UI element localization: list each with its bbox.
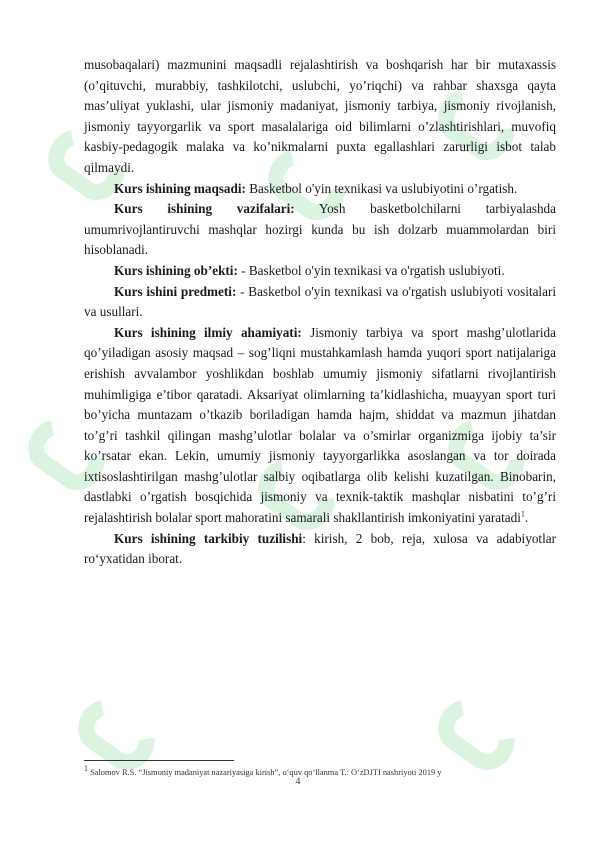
footnote-number: 1	[84, 764, 88, 774]
paragraph-significance	[84, 323, 556, 529]
object-label: Kurs ishining ob’ekti:	[114, 262, 238, 278]
document-body	[84, 55, 556, 570]
subject-label: Kurs ishini predmeti:	[114, 283, 237, 299]
watermark-logo	[63, 683, 226, 826]
footnote-ref[interactable]: 1	[520, 509, 525, 519]
significance-text: Jismoniy tarbiya va sport mashg’ulotlarida qo’yiladigan asosiy maqsad – sog’liqni mustahkamlash hamda yuqori sport natijalariga erishish avvalambor yoshlikdan boshlab umumiy jismoniy sifatlarni rivojlantirish muhimligiga e’tibor qaratadi. Aksariyat olimlarning ta’kidlashicha, muayyan sport turi bo’yicha muntazam o’tkazib boriladigan hamda hajm, shiddat va mazmun jihatdan to’g’ri tashkil qilingan mashg’ulotlar bolalar va o’smirlar organizmiga ijobiy ta’sir ko’rsatar ekan. Lekin, umumiy jismoniy tayyorgarlikka asoslangan va tor doirada ixtisoslashtirilgan mashg’ulotlar salbiy oqibatlarga olib kelishi kuzatilgan. Binobarin, dastlabki o’rgatish bosqichida jismoniy va texnik-taktik mashqlar nisbatini to’g’ri rejalashtirish bolalar sport mahoratini samarali shakllantirish imkoniyatini yaratadi	[84, 324, 556, 526]
structure-label: Kurs ishining tarkibiy tuzilishi	[114, 530, 303, 546]
structure-text: : kirish, 2 bob, reja, xulosa va adabiyotlar ro‘yxatidan iborat.	[84, 530, 556, 567]
significance-end: .	[524, 510, 529, 526]
subject-text: - Basketbol o'yin texnikasi va o'rgatish uslubiyoti vositalari va usullari.	[84, 283, 556, 320]
paragraph-goal	[84, 179, 556, 200]
goal-text: Basketbol o'yin texnikasi va uslubiyotini o’rgatish.	[245, 180, 518, 196]
paragraph-subject	[84, 282, 556, 323]
paragraph-structure	[84, 529, 556, 570]
goal-label: Kurs ishining maqsadi:	[114, 180, 246, 196]
tasks-text: Yosh basketbolchilarni tarbiyalashda umumrivojlantiruvchi mashqlar hozirgi kunda bu ish dolzarb muammolardan biri hisoblanadi.	[84, 201, 557, 258]
paragraph-object	[84, 261, 556, 282]
footnote-text: Salomov R.S. “Jismoniy madaniyat nazariyasiga kirish”, o‘quv qo‘llanma T.: O‘zDJTI nashriyoti 2019 y	[88, 768, 442, 777]
object-text: - Basketbol o'yin texnikasi va o'rgatish uslubiyoti.	[237, 262, 505, 278]
watermark-logo	[423, 683, 586, 826]
tasks-label: Kurs ishining vazifalari:	[114, 201, 295, 217]
paragraph-intro: musobaqalari) mazmunini maqsadli rejalashtirish va boshqarish har bir mutaxassis (o’qituvchi, murabbiy, tashkilotchi, uslubchi, yo’riqchi) va rahbar shaxsga qayta mas’uliyat yuklashi, ular jismoniy madaniyat, jismoniy tarbiya, jismoniy rivojlanish, jismoniy tayyorgarlik va sport masalalariga oid bilimlarni o’zlashtirishlari, muvofiq kasbiy-pedagogik malaka va ko’nikmalarni puxta egallashlari zarurligi isbot talab qilmaydi.	[84, 57, 556, 175]
significance-label: Kurs ishining ilmiy ahamiyati:	[114, 324, 302, 340]
page-number: 4	[295, 777, 301, 787]
footnote-divider	[84, 760, 234, 761]
paragraph-tasks	[84, 199, 556, 261]
